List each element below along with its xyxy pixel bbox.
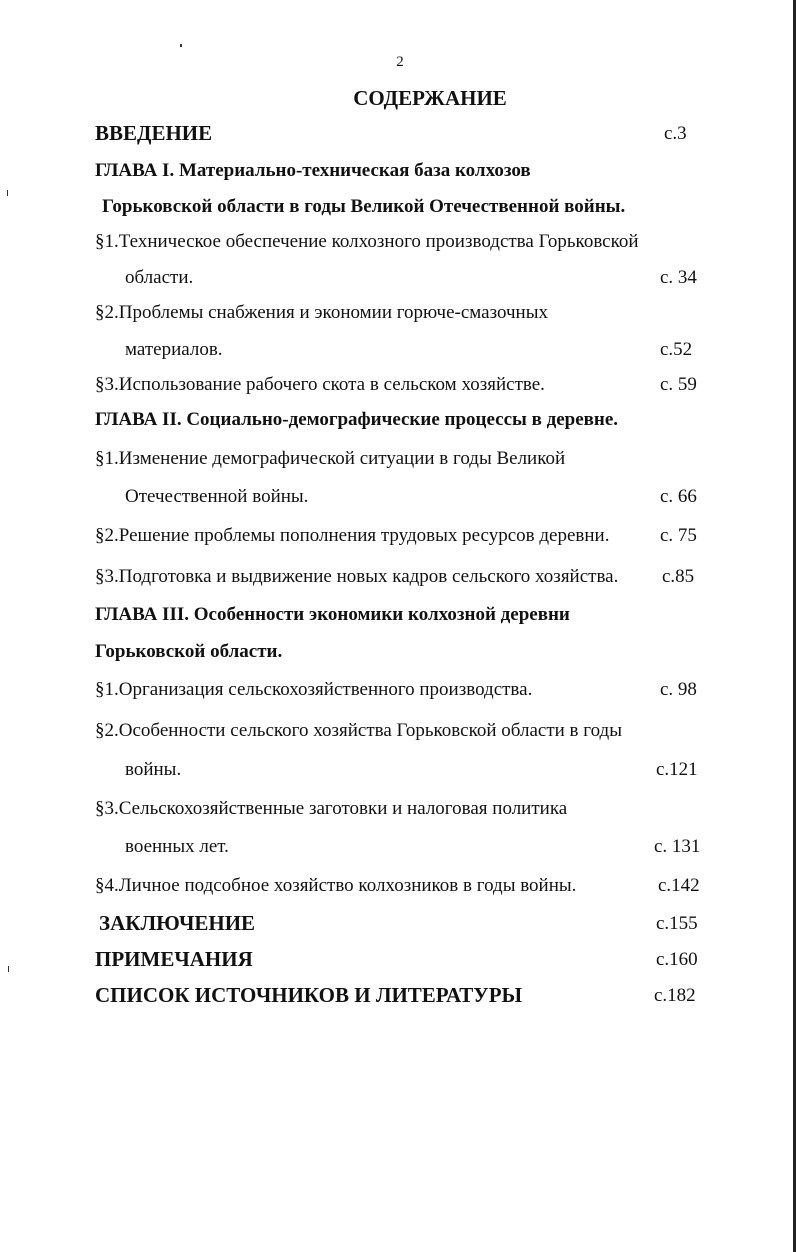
toc-section: §1.Изменение демографической ситуации в годы Великой — [95, 448, 566, 469]
toc-section: §3.Сельскохозяйственные заготовки и налоговая политика — [95, 798, 568, 819]
toc-section: §4.Личное подсобное хозяйство колхозников в годы войны. — [95, 875, 577, 896]
scan-speck — [7, 190, 8, 196]
toc-intro-page: с.3 — [664, 123, 687, 144]
scan-speck — [180, 44, 182, 47]
toc-section-page: с. 34 — [660, 267, 697, 288]
toc-section-page: с.142 — [658, 875, 700, 896]
toc-section-cont: материалов. — [125, 339, 223, 360]
toc-section: §1.Техническое обеспечение колхозного производства Горьковской — [95, 231, 639, 252]
toc-section-cont: военных лет. — [125, 836, 229, 857]
toc-section-cont: области. — [125, 267, 194, 288]
toc-section-page: с.121 — [656, 759, 698, 780]
toc-intro-label: ВВЕДЕНИЕ — [95, 121, 213, 145]
toc-sources-page: с.182 — [654, 985, 696, 1006]
toc-section: §2.Решение проблемы пополнения трудовых ресурсов деревни. — [95, 525, 610, 546]
page-title: СОДЕРЖАНИЕ — [353, 86, 507, 110]
toc-section-page: с.85 — [662, 566, 695, 587]
toc-chapter2-title: ГЛАВА II. Социально-демографические процессы в деревне. — [95, 409, 619, 430]
toc-notes-page: с.160 — [656, 949, 698, 970]
toc-section: §2.Особенности сельского хозяйства Горьковской области в годы — [95, 720, 622, 741]
toc-section-page: с. 66 — [660, 486, 697, 507]
toc-section-page: с. 75 — [660, 525, 697, 546]
toc-section-page: с. 98 — [660, 679, 697, 700]
toc-section-page: с. 131 — [654, 836, 701, 857]
toc-conclusion-label: ЗАКЛЮЧЕНИЕ — [99, 911, 256, 935]
toc-chapter3-title-cont: Горьковской области. — [95, 641, 283, 662]
toc-section-cont: войны. — [125, 759, 182, 780]
toc-sources-label: СПИСОК ИСТОЧНИКОВ И ЛИТЕРАТУРЫ — [95, 983, 523, 1007]
toc-section: §3.Подготовка и выдвижение новых кадров сельского хозяйства. — [95, 566, 619, 587]
toc-section-cont: Отечественной войны. — [125, 486, 309, 507]
toc-section: §1.Организация сельскохозяйственного производства. — [95, 679, 533, 700]
page-number: 2 — [396, 54, 404, 70]
toc-chapter1-title-cont: Горьковской области в годы Великой Отечественной войны. — [102, 196, 626, 217]
scan-speck — [8, 966, 9, 972]
toc-section-page: с. 59 — [660, 374, 697, 395]
toc-chapter1-title: ГЛАВА I. Материально-техническая база колхозов — [95, 160, 531, 181]
toc-section: §3.Использование рабочего скота в сельском хозяйстве. — [95, 374, 545, 395]
toc-conclusion-page: с.155 — [656, 913, 698, 934]
toc-section: §2.Проблемы снабжения и экономии горюче-смазочных — [95, 302, 548, 323]
toc-chapter3-title: ГЛАВА III. Особенности экономики колхозной деревни — [95, 604, 570, 625]
toc-section-page: с.52 — [660, 339, 693, 360]
toc-notes-label: ПРИМЕЧАНИЯ — [95, 947, 253, 971]
